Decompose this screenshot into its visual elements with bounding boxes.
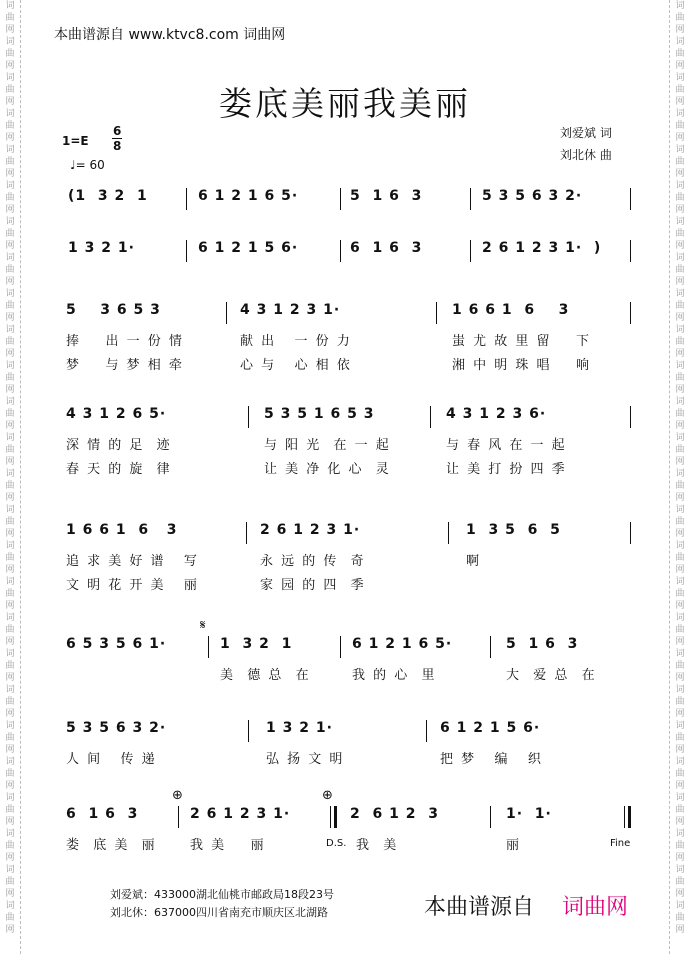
margin-watermark-char: 网 <box>5 313 15 323</box>
margin-watermark-char: 词 <box>5 649 15 659</box>
margin-watermark-char: 词 <box>675 109 685 119</box>
measure: 6 5 3 5 6 1· <box>66 636 167 652</box>
margin-watermark-char: 曲 <box>5 841 15 851</box>
margin-watermark-char: 词 <box>675 829 685 839</box>
margin-watermark-char: 词 <box>5 685 15 695</box>
margin-watermark-char: 网 <box>5 61 15 71</box>
margin-watermark-char: 词 <box>675 901 685 911</box>
margin-watermark-char: 网 <box>675 97 685 107</box>
lyric-line: 把 梦 编 织 <box>440 752 543 767</box>
barline <box>430 406 431 428</box>
lyric-line: 心 与 心 相 依 <box>240 358 352 373</box>
measure: 1 3 2 1· <box>266 720 333 736</box>
barline <box>630 240 631 262</box>
margin-watermark-char: 词 <box>675 397 685 407</box>
lyric-line: 与 阳 光 在 一 起 <box>264 438 391 453</box>
margin-watermark-char: 曲 <box>675 85 685 95</box>
margin-watermark-char: 曲 <box>675 625 685 635</box>
margin-watermark-char: 词 <box>5 1 15 11</box>
measure: 1 3 2 1 <box>220 636 293 652</box>
staff-row-8 <box>60 788 632 856</box>
measure: 5 1 6 3 <box>350 188 423 204</box>
margin-watermark-char: 曲 <box>5 445 15 455</box>
measure: 5 3 5 1 6 5 3 <box>264 406 375 422</box>
lyric-line: 弘 扬 文 明 <box>266 752 345 767</box>
margin-watermark-char: 曲 <box>675 661 685 671</box>
margin-watermark-char: 词 <box>675 505 685 515</box>
lyricist-credit: 刘爱斌 词 <box>560 126 612 140</box>
fine-marking: Fine <box>610 838 631 849</box>
margin-watermark-char: 词 <box>675 865 685 875</box>
source-header: 本曲谱源自 www.ktvc8.com 词曲网 <box>54 27 286 43</box>
margin-watermark-char: 网 <box>675 133 685 143</box>
margin-watermark-char: 网 <box>5 421 15 431</box>
margin-watermark-char: 词 <box>5 325 15 335</box>
margin-watermark-char: 网 <box>5 349 15 359</box>
margin-watermark-char: 曲 <box>675 877 685 887</box>
staff-row-1 <box>60 188 632 212</box>
margin-watermark-char: 曲 <box>675 769 685 779</box>
margin-watermark-char: 词 <box>5 181 15 191</box>
margin-watermark-char: 词 <box>5 253 15 263</box>
barline <box>630 302 631 324</box>
margin-watermark-char: 曲 <box>5 265 15 275</box>
barline <box>448 522 449 544</box>
margin-watermark-char: 词 <box>675 37 685 47</box>
lyric-line: 追 求 美 好 谱 写 <box>66 554 199 569</box>
margin-watermark-char: 曲 <box>675 121 685 131</box>
margin-watermark-char: 词 <box>5 865 15 875</box>
margin-watermark-char: 词 <box>675 253 685 263</box>
margin-watermark-char: 词 <box>5 73 15 83</box>
margin-watermark-char: 网 <box>5 637 15 647</box>
measure: 5 3 5 6 3 2· <box>482 188 583 204</box>
margin-watermark-char: 网 <box>675 565 685 575</box>
margin-watermark-char: 曲 <box>5 517 15 527</box>
margin-watermark-char: 词 <box>5 901 15 911</box>
margin-watermark-char: 曲 <box>5 625 15 635</box>
measure: 2 6 1 2 3 1· <box>260 522 361 538</box>
measure: 5 1 6 3 <box>506 636 579 652</box>
lyric-line: 蚩 尤 故 里 留 下 <box>452 334 592 349</box>
margin-watermark-char: 曲 <box>675 265 685 275</box>
margin-watermark-char: 曲 <box>675 913 685 923</box>
measure: 1· 1· <box>506 806 552 822</box>
margin-watermark-char: 曲 <box>5 301 15 311</box>
tempo-marking: ♩= 60 <box>70 158 105 172</box>
margin-watermark-char: 词 <box>675 289 685 299</box>
meter-bottom: 8 <box>113 139 122 153</box>
margin-watermark-char: 词 <box>675 577 685 587</box>
lyric-line: 我 美 <box>356 838 399 853</box>
margin-watermark-char: 网 <box>675 241 685 251</box>
lyric-line: 文 明 花 开 美 丽 <box>66 578 199 593</box>
margin-watermark-char: 网 <box>675 925 685 935</box>
margin-watermark-char: 曲 <box>675 733 685 743</box>
measure: 2 6 1 2 3 1· ) <box>482 240 602 256</box>
margin-watermark-char: 网 <box>5 25 15 35</box>
margin-watermark-char: 网 <box>675 529 685 539</box>
meter-top: 6 <box>113 124 122 138</box>
margin-watermark-char: 词 <box>675 793 685 803</box>
margin-watermark-char: 曲 <box>675 301 685 311</box>
margin-watermark-char: 曲 <box>5 337 15 347</box>
margin-watermark-char: 曲 <box>675 553 685 563</box>
margin-watermark-char: 网 <box>5 457 15 467</box>
margin-watermark-char: 网 <box>675 277 685 287</box>
margin-watermark-char: 网 <box>675 745 685 755</box>
margin-watermark-char: 网 <box>675 853 685 863</box>
measure: 1 3 5 6 5 <box>466 522 561 538</box>
lyric-line: 美 德 总 在 <box>220 668 311 683</box>
margin-watermark-char: 网 <box>675 169 685 179</box>
margin-watermark-char: 词 <box>5 793 15 803</box>
lyric-line: 与 春 风 在 一 起 <box>446 438 567 453</box>
staff-row-2 <box>60 240 632 264</box>
measure: 1 6 6 1 6 3 <box>66 522 178 538</box>
lyric-line: 大 爱 总 在 <box>506 668 597 683</box>
barline <box>436 302 437 324</box>
margin-watermark-char: 网 <box>5 565 15 575</box>
margin-watermark-char: 网 <box>5 529 15 539</box>
measure: 4 3 1 2 6 5· <box>66 406 167 422</box>
margin-watermark-char: 词 <box>5 145 15 155</box>
measure: 4 3 1 2 3 1· <box>240 302 341 318</box>
lyric-line: 丽 <box>506 838 522 853</box>
double-barline-thick <box>334 806 337 828</box>
margin-watermark-char: 网 <box>675 817 685 827</box>
margin-watermark-char: 曲 <box>675 373 685 383</box>
key-signature: 1=E <box>62 134 89 148</box>
margin-watermark-char: 曲 <box>5 49 15 59</box>
lyric-line: 让 美 净 化 心 灵 <box>264 462 391 477</box>
segno-sign: 𝄋 <box>200 618 206 633</box>
lyric-line: 献 出 一 份 力 <box>240 334 352 349</box>
lyric-line: 春 天 的 旋 律 <box>66 462 172 477</box>
margin-watermark-char: 词 <box>5 613 15 623</box>
margin-watermark-char: 词 <box>675 181 685 191</box>
margin-watermark-char: 词 <box>5 37 15 47</box>
margin-watermark-char: 词 <box>675 325 685 335</box>
margin-watermark-char: 网 <box>5 277 15 287</box>
margin-watermark-char: 曲 <box>5 661 15 671</box>
right-margin-strip <box>669 0 690 954</box>
margin-watermark-char: 词 <box>5 397 15 407</box>
margin-watermark-char: 词 <box>5 289 15 299</box>
barline <box>490 636 491 658</box>
barline <box>248 406 249 428</box>
margin-watermark-char: 网 <box>675 601 685 611</box>
margin-watermark-char: 网 <box>5 781 15 791</box>
margin-watermark-char: 词 <box>5 469 15 479</box>
measure: 6 1 2 1 6 5· <box>352 636 453 652</box>
margin-watermark-char: 曲 <box>5 157 15 167</box>
measure: 6 1 6 3 <box>66 806 139 822</box>
margin-watermark-char: 词 <box>5 433 15 443</box>
composer-credit: 刘北休 曲 <box>560 148 612 162</box>
margin-watermark-char: 网 <box>5 817 15 827</box>
margin-watermark-char: 曲 <box>675 841 685 851</box>
barline <box>248 720 249 742</box>
barline <box>630 188 631 210</box>
margin-watermark-char: 网 <box>5 97 15 107</box>
margin-watermark-char: 词 <box>675 73 685 83</box>
staff-row-5 <box>60 522 632 592</box>
measure: 6 1 2 1 6 5· <box>198 188 299 204</box>
lyric-line: 永 远 的 传 奇 <box>260 554 366 569</box>
lyric-line: 湘 中 明 珠 唱 响 <box>452 358 592 373</box>
margin-watermark-char: 词 <box>5 361 15 371</box>
margin-watermark-char: 词 <box>675 433 685 443</box>
measure: 1 6 6 1 6 3 <box>452 302 570 318</box>
margin-watermark-char: 曲 <box>675 409 685 419</box>
margin-watermark-char: 网 <box>5 925 15 935</box>
margin-watermark-char: 曲 <box>5 589 15 599</box>
brand-name-text: 词曲网 <box>562 895 629 920</box>
margin-watermark-char: 网 <box>5 709 15 719</box>
margin-watermark-char: 词 <box>5 829 15 839</box>
margin-watermark-char: 曲 <box>5 769 15 779</box>
margin-watermark-char: 曲 <box>675 445 685 455</box>
margin-watermark-char: 网 <box>675 889 685 899</box>
margin-watermark-char: 曲 <box>675 193 685 203</box>
left-margin-strip <box>0 0 21 954</box>
margin-watermark-char: 曲 <box>5 553 15 563</box>
staff-row-4 <box>60 406 632 476</box>
margin-watermark-char: 网 <box>675 25 685 35</box>
margin-watermark-char: 曲 <box>5 697 15 707</box>
margin-watermark-char: 词 <box>5 217 15 227</box>
margin-watermark-char: 网 <box>5 205 15 215</box>
lyric-line: 捧 出 一 份 情 <box>66 334 184 349</box>
margin-watermark-char: 曲 <box>675 157 685 167</box>
contact-line-1: 刘爱斌：433000湖北仙桃市邮政局18段23号 <box>110 888 334 901</box>
staff-row-7 <box>60 720 632 770</box>
margin-watermark-char: 曲 <box>5 481 15 491</box>
margin-watermark-char: 词 <box>675 613 685 623</box>
double-barline <box>330 806 331 828</box>
margin-watermark-char: 曲 <box>675 49 685 59</box>
margin-watermark-char: 网 <box>675 709 685 719</box>
measure: 2 6 1 2 3 <box>350 806 439 822</box>
measure: 5 3 5 6 3 2· <box>66 720 167 736</box>
margin-watermark-char: 词 <box>675 217 685 227</box>
barline <box>340 188 341 210</box>
margin-watermark-char: 网 <box>675 313 685 323</box>
measure: (1 3 2 1 <box>68 188 148 204</box>
margin-watermark-char: 曲 <box>5 913 15 923</box>
margin-watermark-char: 网 <box>675 493 685 503</box>
margin-watermark-char: 曲 <box>5 85 15 95</box>
song-title: 娄底美丽我美丽 <box>219 84 471 123</box>
margin-watermark-char: 词 <box>675 469 685 479</box>
lyric-line: 梦 与 梦 相 牵 <box>66 358 184 373</box>
contact-line-2: 刘北休：637000四川省南充市顺庆区北湖路 <box>110 906 328 919</box>
final-barline <box>624 806 625 828</box>
barline <box>246 522 247 544</box>
margin-watermark-char: 网 <box>5 493 15 503</box>
lyric-line: 人 间 传 递 <box>66 752 157 767</box>
lyric-line: 我 的 心 里 <box>352 668 437 683</box>
margin-watermark-char: 词 <box>5 505 15 515</box>
margin-watermark-char: 词 <box>675 1 685 11</box>
margin-watermark-char: 网 <box>5 385 15 395</box>
margin-watermark-char: 网 <box>5 889 15 899</box>
margin-watermark-char: 曲 <box>675 589 685 599</box>
lyric-line: 让 美 打 扮 四 季 <box>446 462 567 477</box>
margin-watermark-char: 曲 <box>5 229 15 239</box>
margin-watermark-char: 网 <box>5 169 15 179</box>
barline <box>178 806 179 828</box>
measure: 5 3 6 5 3 <box>66 302 161 318</box>
coda-sign: ⊕ <box>322 788 333 803</box>
barline <box>186 240 187 262</box>
barline <box>470 188 471 210</box>
lyric-line: 深 情 的 足 迹 <box>66 438 172 453</box>
final-barline-thick <box>628 806 631 828</box>
measure: 6 1 2 1 5 6· <box>440 720 541 736</box>
margin-watermark-char: 网 <box>675 205 685 215</box>
margin-watermark-char: 网 <box>675 781 685 791</box>
margin-watermark-char: 网 <box>675 385 685 395</box>
brand-source-text: 本曲谱源自 <box>424 895 535 920</box>
margin-watermark-char: 词 <box>675 541 685 551</box>
margin-watermark-char: 曲 <box>5 805 15 815</box>
lyric-line: 啊 <box>466 554 482 569</box>
barline <box>340 240 341 262</box>
margin-watermark-char: 网 <box>675 457 685 467</box>
margin-watermark-char: 网 <box>675 637 685 647</box>
margin-watermark-char: 曲 <box>675 517 685 527</box>
barline <box>186 188 187 210</box>
margin-watermark-char: 网 <box>5 673 15 683</box>
margin-watermark-char: 网 <box>5 241 15 251</box>
margin-watermark-char: 网 <box>675 421 685 431</box>
margin-watermark-char: 曲 <box>5 409 15 419</box>
margin-watermark-char: 词 <box>675 721 685 731</box>
measure: 1 3 2 1· <box>68 240 135 256</box>
margin-watermark-char: 曲 <box>675 13 685 23</box>
lyric-line: 我 美 丽 <box>190 838 266 853</box>
barline <box>208 636 209 658</box>
margin-watermark-char: 曲 <box>5 877 15 887</box>
barline <box>426 720 427 742</box>
staff-row-3 <box>60 302 632 372</box>
barline <box>630 522 631 544</box>
margin-watermark-char: 曲 <box>675 337 685 347</box>
margin-watermark-char: 曲 <box>5 193 15 203</box>
lyric-line: 家 园 的 四 季 <box>260 578 366 593</box>
margin-watermark-char: 词 <box>5 757 15 767</box>
margin-watermark-char: 网 <box>675 673 685 683</box>
staff-row-6 <box>60 618 632 686</box>
margin-watermark-char: 网 <box>5 745 15 755</box>
margin-watermark-char: 曲 <box>5 373 15 383</box>
margin-watermark-char: 曲 <box>675 697 685 707</box>
margin-watermark-char: 词 <box>5 721 15 731</box>
margin-watermark-char: 词 <box>675 757 685 767</box>
coda-sign: ⊕ <box>172 788 183 803</box>
margin-watermark-char: 曲 <box>675 229 685 239</box>
margin-watermark-char: 曲 <box>5 733 15 743</box>
margin-watermark-char: 曲 <box>5 13 15 23</box>
barline <box>630 406 631 428</box>
margin-watermark-char: 曲 <box>5 121 15 131</box>
margin-watermark-char: 词 <box>675 145 685 155</box>
time-signature <box>112 124 122 153</box>
margin-watermark-char: 网 <box>5 853 15 863</box>
barline <box>490 806 491 828</box>
margin-watermark-char: 网 <box>675 349 685 359</box>
margin-watermark-char: 词 <box>5 541 15 551</box>
margin-watermark-char: 网 <box>5 133 15 143</box>
margin-watermark-char: 词 <box>675 649 685 659</box>
margin-watermark-char: 曲 <box>675 805 685 815</box>
margin-watermark-char: 词 <box>675 685 685 695</box>
margin-watermark-char: 词 <box>675 361 685 371</box>
barline <box>226 302 227 324</box>
lyric-line: 娄 底 美 丽 <box>66 838 157 853</box>
margin-watermark-char: 曲 <box>675 481 685 491</box>
barline <box>340 636 341 658</box>
margin-watermark-char: 网 <box>5 601 15 611</box>
measure: 2 6 1 2 3 1· <box>190 806 291 822</box>
measure: 4 3 1 2 3 6· <box>446 406 547 422</box>
barline <box>470 240 471 262</box>
margin-watermark-char: 词 <box>5 109 15 119</box>
measure: 6 1 2 1 5 6· <box>198 240 299 256</box>
margin-watermark-char: 网 <box>675 61 685 71</box>
measure: 6 1 6 3 <box>350 240 423 256</box>
ds-marking: D.S. <box>326 838 347 849</box>
margin-watermark-char: 词 <box>5 577 15 587</box>
